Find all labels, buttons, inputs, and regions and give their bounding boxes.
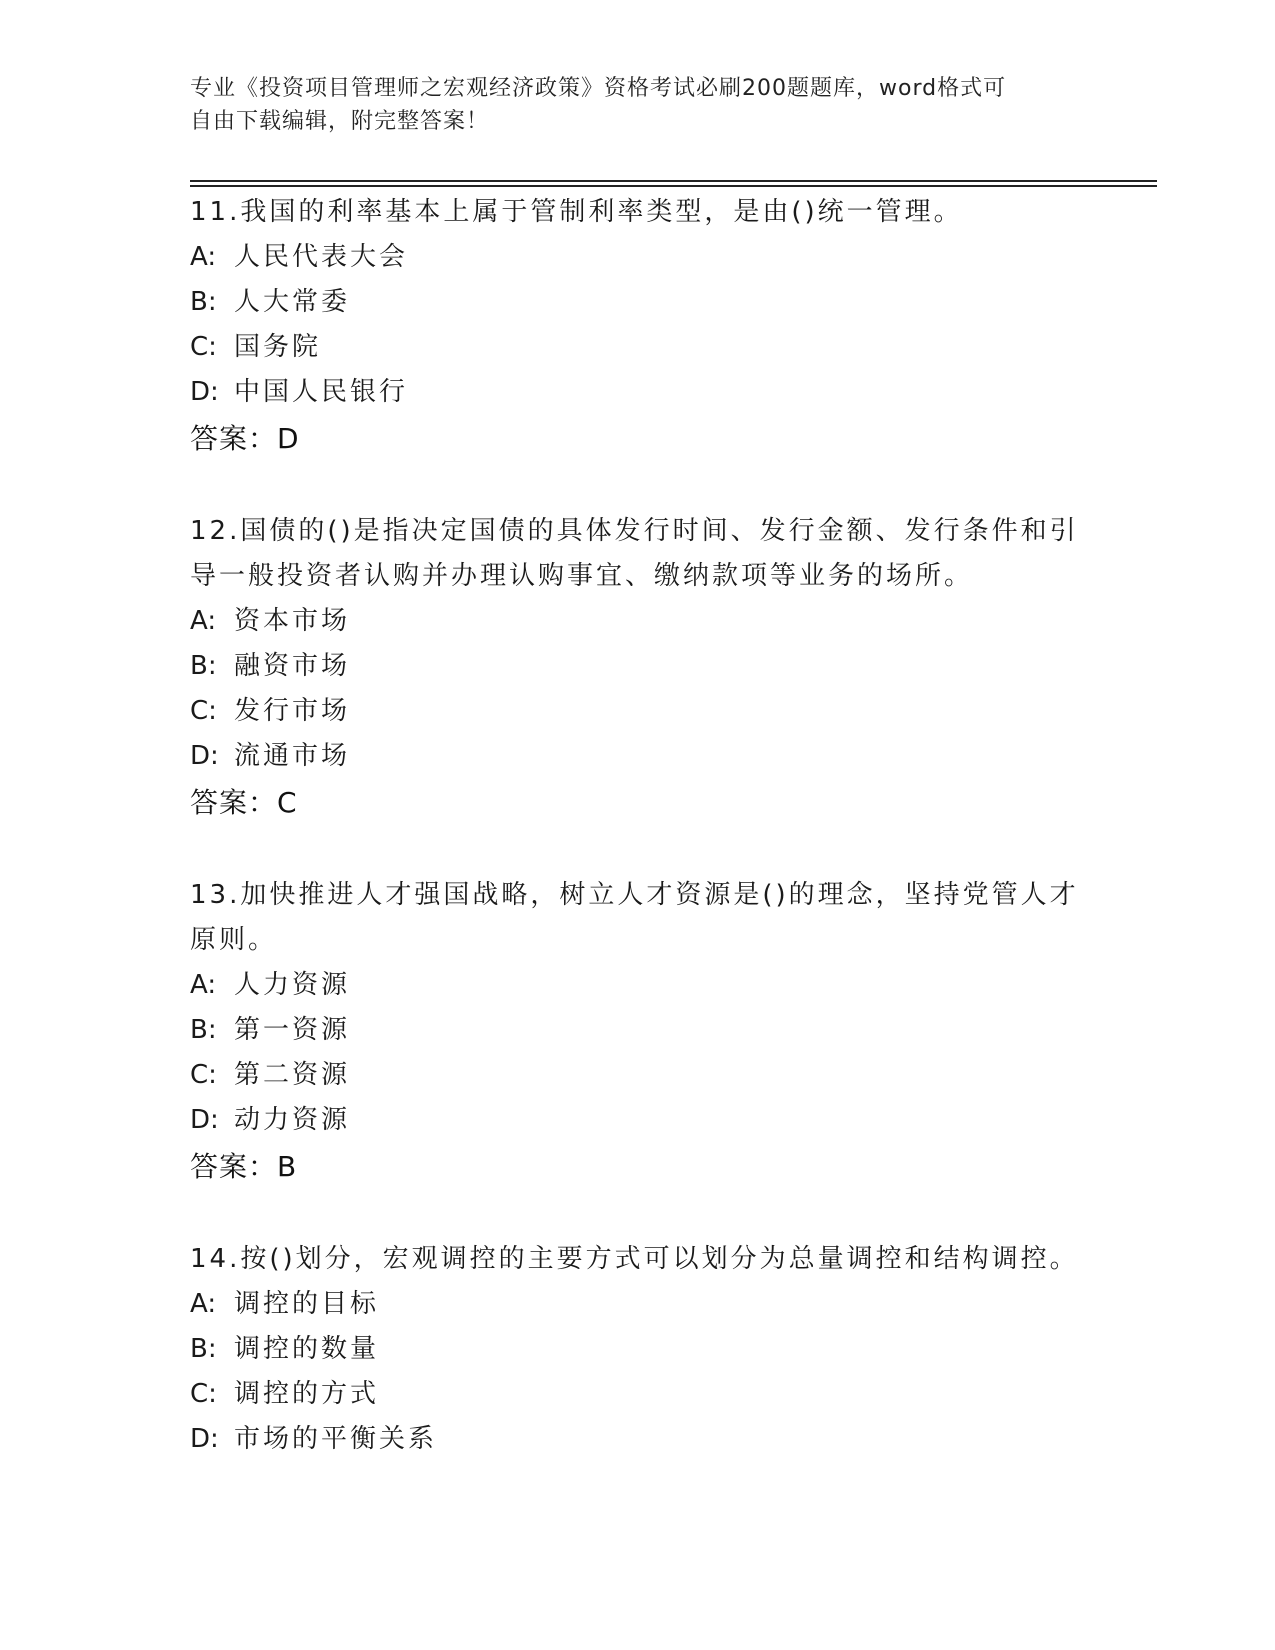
option-text: 市场的平衡关系	[234, 1424, 438, 1454]
option-c	[190, 1053, 1090, 1098]
option-letter: B:	[190, 651, 217, 681]
option-letter: C:	[190, 696, 217, 726]
option-letter: D:	[190, 1424, 219, 1454]
question-12	[190, 509, 1090, 827]
option-letter: D:	[190, 377, 219, 407]
option-text: 人民代表大会	[234, 242, 409, 272]
question-11	[190, 190, 1090, 463]
option-text: 动力资源	[234, 1105, 351, 1135]
option-letter: A:	[190, 606, 217, 636]
option-d	[190, 1417, 1090, 1462]
option-text: 调控的数量	[234, 1334, 380, 1364]
option-text: 调控的方式	[234, 1379, 380, 1409]
document-header	[190, 72, 1090, 138]
option-text: 调控的目标	[234, 1289, 380, 1319]
header-rule-top	[190, 180, 1157, 182]
question-14	[190, 1237, 1090, 1462]
header-line-2: 自由下载编辑，附完整答案！	[190, 109, 490, 134]
question-stem: 12.国债的()是指决定国债的具体发行时间、发行金额、发行条件和引导一般投资者认购并办理认购事宜、缴纳款项等业务的场所。	[190, 516, 1079, 591]
option-letter: A:	[190, 1289, 217, 1319]
option-a	[190, 963, 1090, 1008]
header-line-1: 专业《投资项目管理师之宏观经济政策》资格考试必刷200题题库，word格式可	[190, 76, 1007, 101]
option-a	[190, 235, 1090, 280]
option-b	[190, 644, 1090, 689]
option-letter: B:	[190, 287, 217, 317]
question-stem: 11.我国的利率基本上属于管制利率类型，是由()统一管理。	[190, 197, 963, 227]
option-text: 人大常委	[234, 287, 351, 317]
option-letter: C:	[190, 332, 217, 362]
option-letter: C:	[190, 1060, 217, 1090]
option-letter: C:	[190, 1379, 217, 1409]
question-13	[190, 873, 1090, 1191]
option-text: 资本市场	[234, 606, 351, 636]
question-stem: 14.按()划分，宏观调控的主要方式可以划分为总量调控和结构调控。	[190, 1244, 1079, 1274]
header-rule-bottom	[190, 185, 1157, 187]
option-d	[190, 734, 1090, 779]
option-letter: D:	[190, 741, 219, 771]
option-letter: A:	[190, 242, 217, 272]
option-b	[190, 1327, 1090, 1372]
option-letter: A:	[190, 970, 217, 1000]
option-c	[190, 1372, 1090, 1417]
question-stem: 13.加快推进人才强国战略，树立人才资源是()的理念，坚持党管人才原则。	[190, 880, 1079, 955]
answer-line: 答案：D	[190, 422, 300, 455]
option-text: 发行市场	[234, 696, 351, 726]
option-letter: D:	[190, 1105, 219, 1135]
option-b	[190, 1008, 1090, 1053]
option-b	[190, 280, 1090, 325]
option-a	[190, 1282, 1090, 1327]
option-text: 人力资源	[234, 970, 351, 1000]
question-list	[190, 190, 1090, 1508]
option-text: 第二资源	[234, 1060, 351, 1090]
option-d	[190, 370, 1090, 415]
option-c	[190, 325, 1090, 370]
option-text: 流通市场	[234, 741, 351, 771]
option-text: 融资市场	[234, 651, 351, 681]
answer-line: 答案：B	[190, 1150, 298, 1183]
answer-line: 答案：C	[190, 786, 298, 819]
option-d	[190, 1098, 1090, 1143]
option-c	[190, 689, 1090, 734]
option-letter: B:	[190, 1015, 217, 1045]
option-text: 国务院	[234, 332, 322, 362]
option-text: 中国人民银行	[234, 377, 409, 407]
option-text: 第一资源	[234, 1015, 351, 1045]
option-letter: B:	[190, 1334, 217, 1364]
option-a	[190, 599, 1090, 644]
